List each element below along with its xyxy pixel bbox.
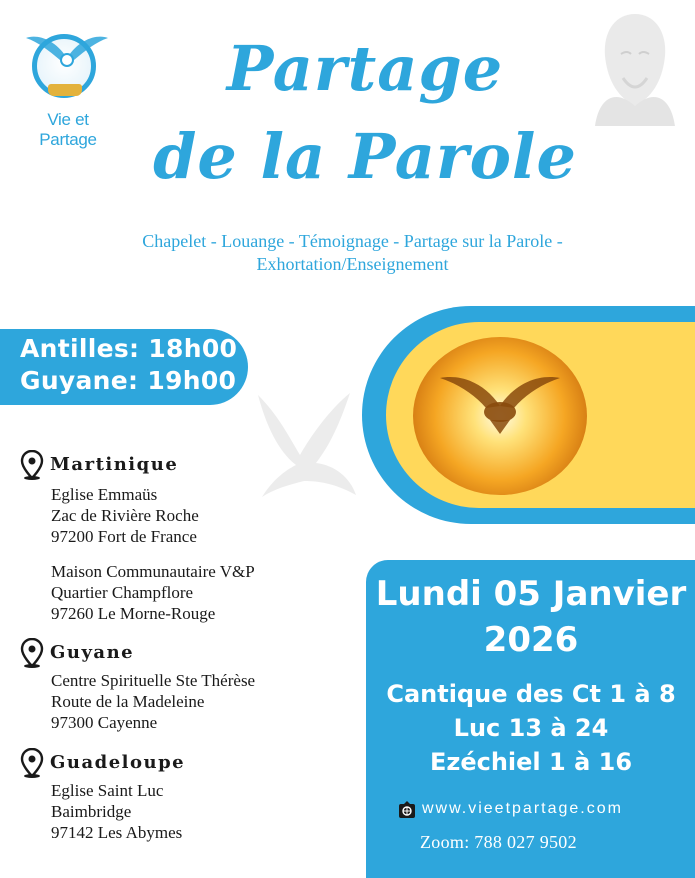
address-line: Eglise Emmaüs xyxy=(51,485,158,504)
reading-1: Cantique des Ct 1 à 8 xyxy=(386,680,676,708)
address-line: 97260 Le Morne-Rouge xyxy=(51,604,216,623)
logo-text: Vie et Partage xyxy=(39,110,97,149)
reading-3: Ezéchiel 1 à 16 xyxy=(429,748,633,776)
page-title: Partage xyxy=(226,32,504,105)
address-line: 97142 Les Abymes xyxy=(51,823,183,842)
address-line: Baimbridge xyxy=(51,802,132,821)
time-guyane: Guyane: 19h00 xyxy=(20,366,237,395)
book-icon xyxy=(48,84,82,96)
location-name: Guadeloupe xyxy=(50,752,186,773)
map-pin-icon xyxy=(20,638,44,668)
dove-logo-icon xyxy=(24,28,110,78)
address-line: Quartier Champflore xyxy=(51,583,194,602)
address-line: Centre Spirituelle Ste Thérèse xyxy=(51,671,256,690)
address-line: Route de la Madeleine xyxy=(51,692,205,711)
address-line: Eglise Saint Luc xyxy=(51,781,164,800)
address-block xyxy=(51,561,255,624)
address-line: 97300 Cayenne xyxy=(51,713,158,732)
address-line: Zac de Rivière Roche xyxy=(51,506,199,525)
address-block xyxy=(51,780,182,843)
website-link[interactable] xyxy=(398,800,688,822)
address-block xyxy=(51,484,199,547)
location-name: Guyane xyxy=(50,642,135,663)
event-date: Lundi 05 Janvier xyxy=(375,574,687,614)
reading-2: Luc 13 à 24 xyxy=(453,714,609,742)
program-subtitle xyxy=(60,230,645,276)
globe-icon xyxy=(398,801,416,819)
page-title-line2: de la Parole xyxy=(153,120,577,193)
subtitle-line1: Chapelet - Louange - Témoignage - Partage sur la Parole - xyxy=(142,231,563,251)
website-text: www.vieetpartage.com xyxy=(422,800,623,817)
dove-icon xyxy=(438,362,562,434)
address-block xyxy=(51,670,255,733)
map-pin-icon xyxy=(20,748,44,778)
subtitle-line2: Exhortation/Enseignement xyxy=(256,254,449,274)
location-guadeloupe xyxy=(20,748,340,848)
time-antilles: Antilles: 18h00 xyxy=(20,334,238,363)
zoom-id: Zoom: 788 027 9502 xyxy=(420,832,577,852)
location-guyane xyxy=(20,638,340,738)
logo xyxy=(18,18,118,149)
event-year: 2026 xyxy=(483,620,579,660)
location-name: Martinique xyxy=(50,454,179,475)
location-martinique xyxy=(20,450,340,630)
schedule-times-badge xyxy=(0,329,248,405)
jesus-portrait-image xyxy=(585,6,685,126)
address-line: 97200 Fort de France xyxy=(51,527,197,546)
address-line: Maison Communautaire V&P xyxy=(51,562,255,581)
map-pin-icon xyxy=(20,450,44,480)
